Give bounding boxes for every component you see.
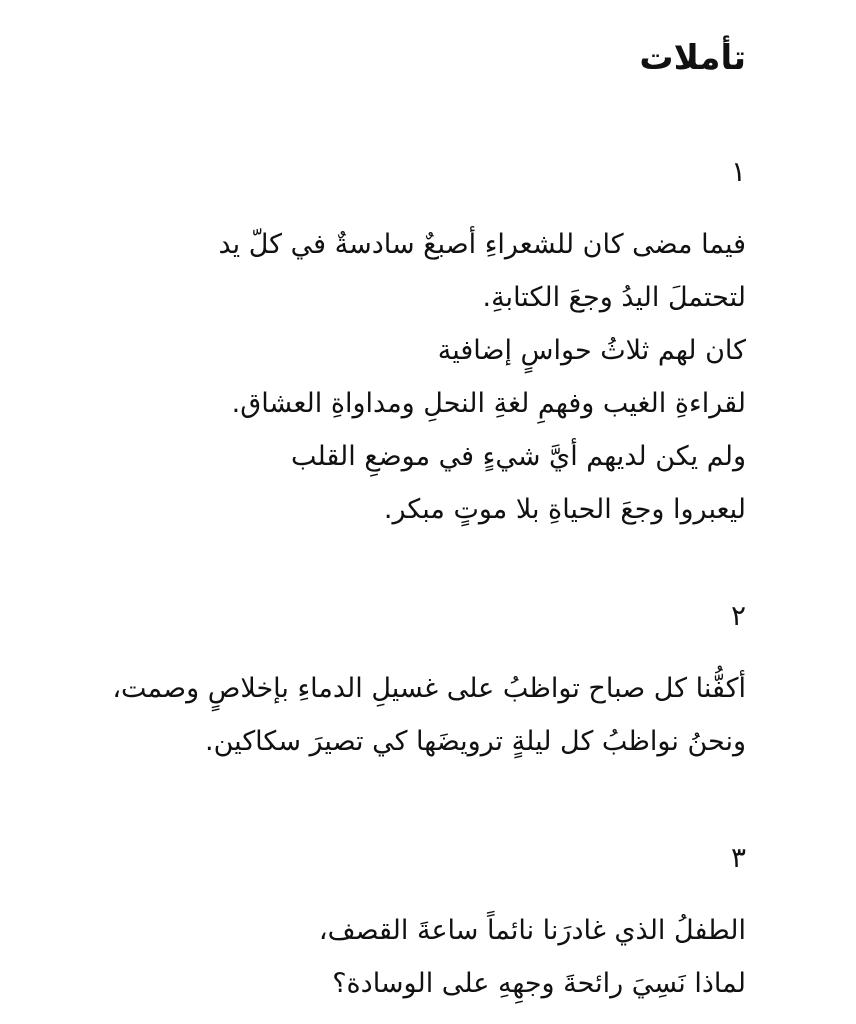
section-number-1: ١ (730, 155, 746, 188)
stanza-1 (218, 218, 746, 536)
verse-line: لقراءةِ الغيب وفهمِ لغةِ النحلِ ومداواةِ العشاق. (231, 388, 746, 419)
stanza-2 (112, 662, 746, 768)
stanza-3 (319, 904, 746, 1010)
verse-line: ولم يكن لديهم أيَّ شيءٍ في موضعِ القلب (290, 441, 746, 472)
verse-line: كان لهم ثلاثُ حواسٍ إضافية (437, 335, 746, 366)
section-number-2: ٢ (730, 599, 746, 632)
verse-line: فيما مضى كان للشعراءِ أصبعٌ سادسةٌ في كلّ يد (218, 229, 746, 260)
poem-title: تأملات (639, 38, 746, 78)
section-number-3: ٣ (730, 841, 746, 874)
verse-line: لماذا نَسِيَ رائحةَ وجهِهِ على الوسادة؟ (332, 968, 746, 999)
verse-line: لتحتملَ اليدُ وجعَ الكتابةِ. (482, 282, 746, 313)
verse-line: ونحنُ نواظبُ كل ليلةٍ ترويضَها كي تصيرَ سكاكين. (205, 726, 746, 757)
verse-line: الطفلُ الذي غادرَنا نائماً ساعةَ القصف، (318, 915, 746, 946)
verse-line: أكفُّنا كل صباح تواظبُ على غسيلِ الدماءِ بإخلاصٍ وصمت، (112, 673, 746, 704)
verse-line: ليعبروا وجعَ الحياةِ بلا موتٍ مبكر. (383, 494, 746, 525)
